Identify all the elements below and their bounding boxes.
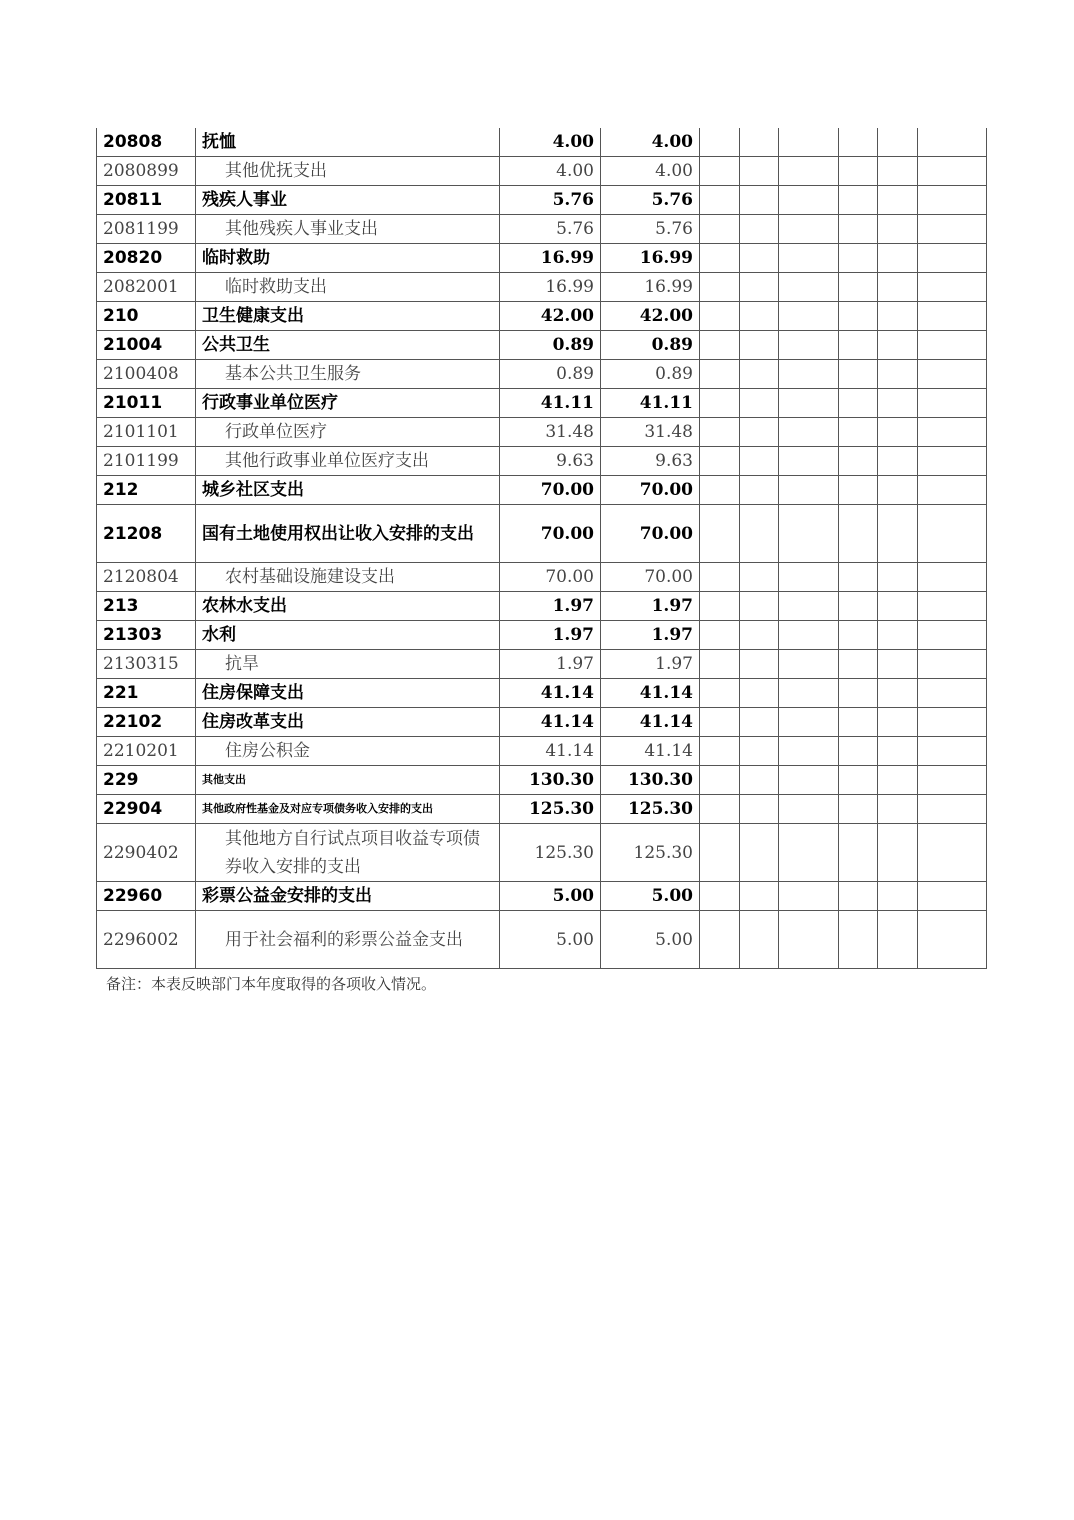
empty-cell [779, 128, 839, 157]
empty-cell [779, 679, 839, 708]
empty-cell [918, 708, 987, 737]
row-basic: 5.00 [601, 882, 700, 911]
row-name: 行政单位医疗 [196, 418, 500, 447]
row-total: 70.00 [500, 505, 601, 563]
empty-cell [839, 331, 878, 360]
empty-cell [918, 389, 987, 418]
row-code: 2082001 [97, 273, 196, 302]
table-row [97, 737, 987, 766]
row-basic: 70.00 [601, 563, 700, 592]
table-row [97, 795, 987, 824]
empty-cell [740, 505, 779, 563]
empty-cell [700, 737, 740, 766]
table-row [97, 563, 987, 592]
empty-cell [740, 766, 779, 795]
row-name: 临时救助支出 [196, 273, 500, 302]
row-code: 2290402 [97, 824, 196, 882]
empty-cell [700, 476, 740, 505]
empty-cell [740, 157, 779, 186]
row-total: 4.00 [500, 157, 601, 186]
row-total: 70.00 [500, 563, 601, 592]
empty-cell [839, 128, 878, 157]
empty-cell [839, 215, 878, 244]
row-total: 130.30 [500, 766, 601, 795]
row-basic: 70.00 [601, 505, 700, 563]
row-name: 残疾人事业 [196, 186, 500, 215]
empty-cell [918, 679, 987, 708]
row-basic: 0.89 [601, 360, 700, 389]
row-code: 2130315 [97, 650, 196, 679]
empty-cell [839, 244, 878, 273]
empty-cell [839, 882, 878, 911]
empty-cell [740, 360, 779, 389]
empty-cell [740, 882, 779, 911]
empty-cell [700, 157, 740, 186]
empty-cell [740, 215, 779, 244]
budget-table [96, 128, 987, 969]
table-row [97, 389, 987, 418]
empty-cell [878, 621, 918, 650]
empty-cell [918, 824, 987, 882]
table-row [97, 708, 987, 737]
row-name: 临时救助 [196, 244, 500, 273]
row-basic: 41.11 [601, 389, 700, 418]
empty-cell [918, 447, 987, 476]
empty-cell [779, 360, 839, 389]
row-total: 1.97 [500, 650, 601, 679]
empty-cell [918, 244, 987, 273]
empty-cell [740, 795, 779, 824]
empty-cell [700, 824, 740, 882]
empty-cell [740, 911, 779, 969]
row-name: 用于社会福利的彩票公益金支出 [196, 911, 500, 969]
row-code: 2100408 [97, 360, 196, 389]
empty-cell [779, 911, 839, 969]
empty-cell [878, 244, 918, 273]
row-name: 农林水支出 [196, 592, 500, 621]
empty-cell [779, 389, 839, 418]
row-total: 41.14 [500, 737, 601, 766]
row-code: 210 [97, 302, 196, 331]
row-total: 70.00 [500, 476, 601, 505]
empty-cell [779, 882, 839, 911]
empty-cell [700, 186, 740, 215]
empty-cell [779, 447, 839, 476]
empty-cell [779, 766, 839, 795]
row-basic: 16.99 [601, 244, 700, 273]
row-code: 21303 [97, 621, 196, 650]
empty-cell [918, 360, 987, 389]
empty-cell [839, 360, 878, 389]
row-code: 20820 [97, 244, 196, 273]
empty-cell [700, 882, 740, 911]
empty-cell [839, 476, 878, 505]
row-code: 221 [97, 679, 196, 708]
empty-cell [779, 273, 839, 302]
empty-cell [878, 273, 918, 302]
empty-cell [839, 389, 878, 418]
empty-cell [700, 563, 740, 592]
empty-cell [878, 418, 918, 447]
row-code: 22904 [97, 795, 196, 824]
row-total: 4.00 [500, 128, 601, 157]
row-basic: 4.00 [601, 157, 700, 186]
row-total: 41.14 [500, 679, 601, 708]
row-code: 2210201 [97, 737, 196, 766]
table-row [97, 186, 987, 215]
row-total: 5.00 [500, 911, 601, 969]
row-name: 其他支出 [196, 766, 500, 795]
empty-cell [878, 766, 918, 795]
empty-cell [918, 650, 987, 679]
empty-cell [878, 708, 918, 737]
row-total: 0.89 [500, 360, 601, 389]
row-name: 公共卫生 [196, 331, 500, 360]
empty-cell [878, 128, 918, 157]
empty-cell [700, 592, 740, 621]
empty-cell [740, 592, 779, 621]
row-name: 其他优抚支出 [196, 157, 500, 186]
table-row [97, 505, 987, 563]
empty-cell [779, 708, 839, 737]
row-basic: 4.00 [601, 128, 700, 157]
row-total: 16.99 [500, 244, 601, 273]
table-row [97, 882, 987, 911]
empty-cell [700, 215, 740, 244]
row-code: 21004 [97, 331, 196, 360]
empty-cell [740, 824, 779, 882]
table-row [97, 418, 987, 447]
empty-cell [878, 911, 918, 969]
table-row [97, 824, 987, 882]
empty-cell [700, 273, 740, 302]
empty-cell [878, 389, 918, 418]
empty-cell [839, 824, 878, 882]
empty-cell [740, 563, 779, 592]
row-code: 212 [97, 476, 196, 505]
empty-cell [700, 795, 740, 824]
empty-cell [878, 186, 918, 215]
row-name: 抗旱 [196, 650, 500, 679]
empty-cell [918, 911, 987, 969]
row-code: 213 [97, 592, 196, 621]
empty-cell [878, 505, 918, 563]
table-row [97, 273, 987, 302]
empty-cell [700, 708, 740, 737]
row-name: 基本公共卫生服务 [196, 360, 500, 389]
empty-cell [839, 273, 878, 302]
empty-cell [779, 476, 839, 505]
empty-cell [700, 650, 740, 679]
row-basic: 41.14 [601, 737, 700, 766]
empty-cell [700, 911, 740, 969]
table-row [97, 215, 987, 244]
empty-cell [878, 679, 918, 708]
row-name: 水利 [196, 621, 500, 650]
empty-cell [779, 302, 839, 331]
row-basic: 9.63 [601, 447, 700, 476]
empty-cell [839, 737, 878, 766]
empty-cell [740, 621, 779, 650]
empty-cell [839, 679, 878, 708]
empty-cell [700, 418, 740, 447]
empty-cell [700, 679, 740, 708]
row-code: 22102 [97, 708, 196, 737]
empty-cell [918, 592, 987, 621]
empty-cell [779, 621, 839, 650]
empty-cell [740, 679, 779, 708]
row-basic: 5.76 [601, 186, 700, 215]
empty-cell [878, 563, 918, 592]
row-total: 5.76 [500, 215, 601, 244]
empty-cell [779, 186, 839, 215]
empty-cell [839, 186, 878, 215]
row-total: 41.11 [500, 389, 601, 418]
empty-cell [839, 505, 878, 563]
row-total: 31.48 [500, 418, 601, 447]
empty-cell [740, 447, 779, 476]
row-code: 2296002 [97, 911, 196, 969]
row-name: 住房保障支出 [196, 679, 500, 708]
table-row [97, 766, 987, 795]
row-code: 21208 [97, 505, 196, 563]
row-basic: 1.97 [601, 592, 700, 621]
row-basic: 125.30 [601, 795, 700, 824]
empty-cell [878, 476, 918, 505]
empty-cell [918, 302, 987, 331]
row-total: 0.89 [500, 331, 601, 360]
empty-cell [700, 621, 740, 650]
empty-cell [839, 650, 878, 679]
row-name: 农村基础设施建设支出 [196, 563, 500, 592]
empty-cell [779, 824, 839, 882]
empty-cell [839, 911, 878, 969]
row-code: 2120804 [97, 563, 196, 592]
row-total: 5.76 [500, 186, 601, 215]
row-total: 125.30 [500, 824, 601, 882]
row-code: 2101199 [97, 447, 196, 476]
row-basic: 31.48 [601, 418, 700, 447]
empty-cell [839, 447, 878, 476]
row-basic: 130.30 [601, 766, 700, 795]
empty-cell [779, 795, 839, 824]
empty-cell [918, 418, 987, 447]
empty-cell [878, 882, 918, 911]
row-code: 20808 [97, 128, 196, 157]
footnote: 备注：本表反映部门本年度取得的各项收入情况。 [106, 975, 437, 993]
empty-cell [918, 882, 987, 911]
empty-cell [740, 737, 779, 766]
empty-cell [700, 302, 740, 331]
empty-cell [918, 795, 987, 824]
empty-cell [918, 273, 987, 302]
empty-cell [878, 215, 918, 244]
empty-cell [839, 795, 878, 824]
empty-cell [779, 563, 839, 592]
empty-cell [878, 302, 918, 331]
empty-cell [779, 418, 839, 447]
row-total: 125.30 [500, 795, 601, 824]
table-row [97, 331, 987, 360]
empty-cell [779, 215, 839, 244]
empty-cell [740, 650, 779, 679]
row-name: 其他行政事业单位医疗支出 [196, 447, 500, 476]
table-row [97, 244, 987, 273]
table-row [97, 679, 987, 708]
row-code: 2101101 [97, 418, 196, 447]
empty-cell [918, 128, 987, 157]
row-code: 20811 [97, 186, 196, 215]
empty-cell [839, 592, 878, 621]
row-basic: 5.76 [601, 215, 700, 244]
row-total: 16.99 [500, 273, 601, 302]
empty-cell [700, 128, 740, 157]
row-name: 抚恤 [196, 128, 500, 157]
empty-cell [918, 476, 987, 505]
row-basic: 1.97 [601, 650, 700, 679]
empty-cell [918, 766, 987, 795]
table-row [97, 650, 987, 679]
row-name: 其他残疾人事业支出 [196, 215, 500, 244]
row-basic: 16.99 [601, 273, 700, 302]
row-basic: 41.14 [601, 679, 700, 708]
row-code: 22960 [97, 882, 196, 911]
empty-cell [878, 737, 918, 766]
empty-cell [740, 389, 779, 418]
empty-cell [878, 592, 918, 621]
empty-cell [700, 766, 740, 795]
table-row [97, 911, 987, 969]
table-row [97, 621, 987, 650]
empty-cell [918, 215, 987, 244]
row-name: 卫生健康支出 [196, 302, 500, 331]
row-basic: 41.14 [601, 708, 700, 737]
empty-cell [878, 360, 918, 389]
empty-cell [700, 447, 740, 476]
empty-cell [839, 766, 878, 795]
empty-cell [779, 157, 839, 186]
row-total: 1.97 [500, 592, 601, 621]
empty-cell [878, 795, 918, 824]
empty-cell [740, 186, 779, 215]
empty-cell [779, 737, 839, 766]
row-basic: 42.00 [601, 302, 700, 331]
empty-cell [779, 505, 839, 563]
table-row [97, 592, 987, 621]
empty-cell [878, 824, 918, 882]
empty-cell [740, 331, 779, 360]
empty-cell [878, 331, 918, 360]
empty-cell [839, 157, 878, 186]
row-name: 其他地方自行试点项目收益专项债券收入安排的支出 [196, 824, 500, 882]
empty-cell [878, 650, 918, 679]
empty-cell [740, 302, 779, 331]
row-basic: 0.89 [601, 331, 700, 360]
empty-cell [839, 621, 878, 650]
empty-cell [918, 157, 987, 186]
empty-cell [740, 418, 779, 447]
table-row [97, 360, 987, 389]
empty-cell [839, 418, 878, 447]
row-basic: 70.00 [601, 476, 700, 505]
empty-cell [779, 592, 839, 621]
row-basic: 125.30 [601, 824, 700, 882]
empty-cell [779, 331, 839, 360]
empty-cell [740, 273, 779, 302]
row-basic: 5.00 [601, 911, 700, 969]
row-total: 41.14 [500, 708, 601, 737]
empty-cell [918, 331, 987, 360]
empty-cell [700, 331, 740, 360]
row-code: 2081199 [97, 215, 196, 244]
row-name: 住房改革支出 [196, 708, 500, 737]
row-code: 229 [97, 766, 196, 795]
empty-cell [918, 563, 987, 592]
row-name: 国有土地使用权出让收入安排的支出 [196, 505, 500, 563]
row-total: 5.00 [500, 882, 601, 911]
empty-cell [839, 708, 878, 737]
row-name: 住房公积金 [196, 737, 500, 766]
empty-cell [700, 389, 740, 418]
empty-cell [839, 302, 878, 331]
row-total: 1.97 [500, 621, 601, 650]
empty-cell [779, 244, 839, 273]
row-name: 行政事业单位医疗 [196, 389, 500, 418]
empty-cell [700, 360, 740, 389]
row-total: 42.00 [500, 302, 601, 331]
row-basic: 1.97 [601, 621, 700, 650]
table-row [97, 476, 987, 505]
table-row [97, 447, 987, 476]
row-name: 彩票公益金安排的支出 [196, 882, 500, 911]
row-code: 21011 [97, 389, 196, 418]
empty-cell [740, 476, 779, 505]
row-total: 9.63 [500, 447, 601, 476]
row-name: 其他政府性基金及对应专项债务收入安排的支出 [196, 795, 500, 824]
empty-cell [700, 244, 740, 273]
empty-cell [740, 244, 779, 273]
row-code: 2080899 [97, 157, 196, 186]
empty-cell [839, 563, 878, 592]
empty-cell [918, 186, 987, 215]
empty-cell [779, 650, 839, 679]
empty-cell [700, 505, 740, 563]
empty-cell [918, 621, 987, 650]
empty-cell [918, 737, 987, 766]
empty-cell [740, 708, 779, 737]
table-row [97, 157, 987, 186]
empty-cell [740, 128, 779, 157]
empty-cell [878, 157, 918, 186]
table-row [97, 302, 987, 331]
table-row [97, 128, 987, 157]
row-name: 城乡社区支出 [196, 476, 500, 505]
empty-cell [918, 505, 987, 563]
empty-cell [878, 447, 918, 476]
